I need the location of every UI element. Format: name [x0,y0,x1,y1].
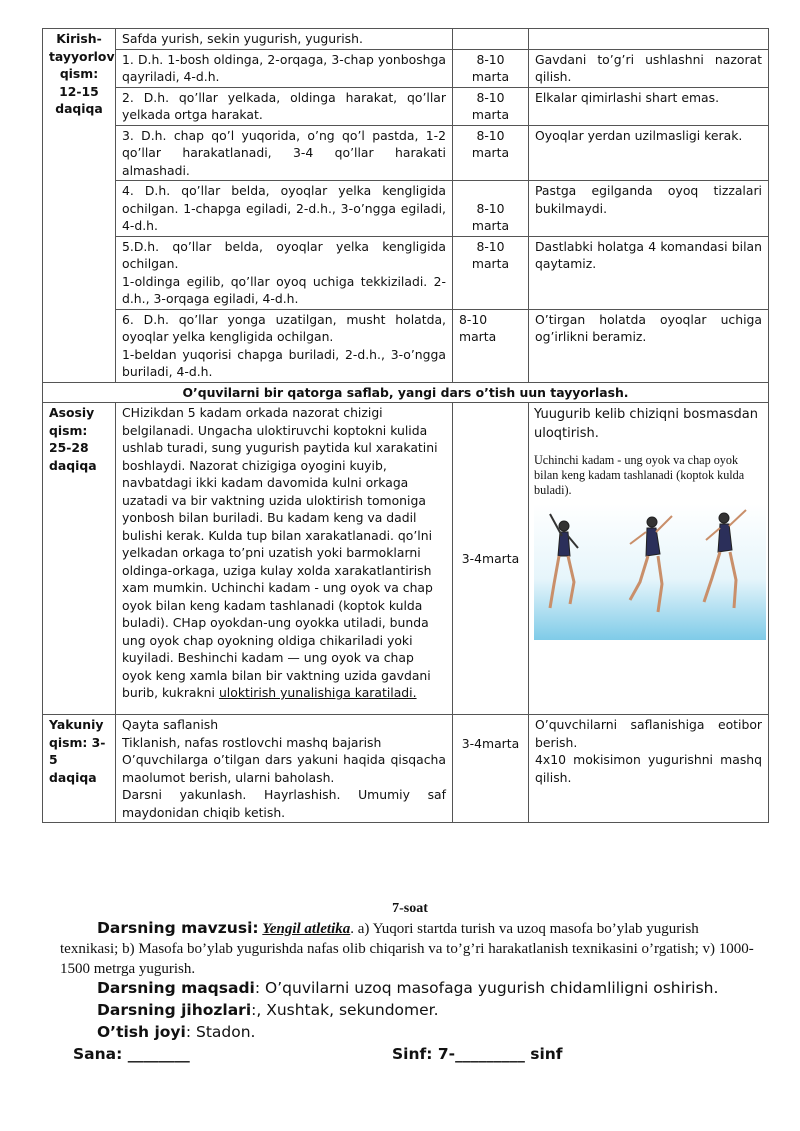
place-text: : Stadon. [185,1023,256,1041]
final-note-line: 4x10 mokisimon yugurishni mashq qilish. [535,752,762,785]
place-label: O’tish joyi [97,1023,186,1041]
main-section-label: Asosiy qism: 25-28 daqiqa [43,403,116,715]
note-cell: Oyoqlar yerdan uzilmasligi kerak. [529,125,769,181]
count-cell: 8-10 marta [453,49,529,87]
main-exercise-underlined: uloktirish yunalishiga karatiladi. [218,685,417,700]
final-exercise-cell [116,715,453,823]
table-row [43,309,769,382]
table-row [43,181,769,237]
javelin-throw-illustration [534,504,766,640]
main-exercise-cell [116,403,453,715]
final-exercise-line: Darsni yakunlash. Hayrlashish. Umumiy saf maydonidan chiqib ketish. [122,787,446,820]
date-label: Sana: ________ [73,1045,190,1063]
table-row [43,29,769,50]
transition-row: O’quvilarni bir qatorga saflab, yangi dars o’tish uun tayyorlash. [43,382,769,403]
main-note-detail: Uchinchi kadam - ung oyok va chap oyok bilan keng kadam tashlanadi (koptok kulda buladi). [534,453,745,497]
note-cell: Elkalar qimirlashi shart emas. [529,87,769,125]
lesson-class [392,1044,752,1065]
main-note-cell [529,403,769,715]
exercise-cell: 2. D.h. qo’llar yelkada, oldinga harakat, qo’llar yelkada ortga harakat. [116,87,453,125]
count-cell: 8-10 marta [453,125,529,181]
final-exercise-line: Tiklanish, nafas rostlovchi mashq bajarish [122,734,382,750]
note-cell: Dastlabki holatga 4 komandasi bilan qaytamiz. [529,236,769,309]
count-cell: 3-4marta [453,403,529,715]
count-cell: 8-10 marta [453,236,529,309]
lesson-place [97,1022,797,1043]
final-exercise-line: O’quvchilarga o’tilgan dars yakuni haqida qisqacha maolumot berish, ularni baholash. [122,752,446,785]
note-cell: Pastga egilganda oyoq tizzalari bukilmaydi. [529,181,769,237]
table-row [43,49,769,87]
lesson-hour: 7-soat [392,901,428,916]
exercise-cell: 5.D.h. qo’llar belda, oyoqlar yelka kengligida ochilgan. 1-oldinga egilib, qo’llar oyoq uchiga tekkiziladi. 2-d.h., 3-orqaga egiladi, 4-d.h. [116,236,453,309]
topic-name: Yengil atletika [262,921,351,937]
exercise-cell: 6. D.h. qo’llar yonga uzatilgan, musht holatda, oyoqlar yelka kengligida ochilgan. 1-beldan yuqorisi chapga buriladi, 2-d.h., 3-o’ngga buriladi, 4-d.h. [116,309,453,382]
note-cell: O’tirgan holatda oyoqlar uchiga og’irlikni beramiz. [529,309,769,382]
count-cell: 8-10 marta [453,181,529,237]
note-cell: Gavdani to’g’ri ushlashni nazorat qilish. [529,49,769,87]
final-section-label: Yakuniy qism: 3-5 daqiqa [43,715,116,823]
count-cell: 3-4marta [453,715,529,823]
lesson-equipment [97,1000,797,1021]
count-cell: 8-10 marta [453,309,529,382]
goal-text: : O’quvilarni uzoq masofaga yugurish chidamliligni oshirish. [254,979,719,997]
lesson-topic [60,918,760,979]
exercise-cell: 3. D.h. chap qo’l yuqorida, o’ng qo’l pastda, 1-2 qo’llar harakatlanadi, 3-4 qo’llar harakati almashadi. [116,125,453,181]
exercise-cell: 4. D.h. qo’llar belda, oyoqlar yelka kengligida ochilgan. 1-chapga egiladi, 2-d.h., 3-o’ngga egiladi, 4-d.h. [116,181,453,237]
main-note-title: Yuugurib kelib chiziqni bosmasdan uloqtirish. [534,407,758,441]
table-row [43,403,769,715]
table-row [43,715,769,823]
final-exercise-line: Qayta saflanish [122,717,219,732]
count-cell: 8-10 marta [453,87,529,125]
intro-first-exercise: Safda yurish, sekin yugurish, yugurish. [116,29,453,50]
table-row [43,382,769,403]
exercise-cell: 1. D.h. 1-bosh oldinga, 2-orqaga, 3-chap yonboshga qayriladi, 4-d.h. [116,49,453,87]
table-row [43,87,769,125]
lesson-plan-table [42,28,769,823]
final-note-cell [529,715,769,823]
table-row [43,236,769,309]
lesson-goal [97,978,797,999]
goal-label: Darsning maqsadi [97,979,255,997]
table-row [43,125,769,181]
equipment-label: Darsning jihozlari [97,1001,252,1019]
final-note-line: O’quvchilarni saflanishiga eotibor berish. [535,717,762,750]
lesson-date [73,1044,393,1065]
topic-rest: . a) Yuqori startda turish va uzoq masofa bo’ylab yugurish texnikasi; b) Masofa bo’ylab yugurishda nafas olib chiqarish va to’g’ri harakatlanish texnikasini o’rgatish; v) 1000-1500 metrga yugurish. [60,921,754,977]
intro-section-label: Kirish-tayyorlov qism: 12-15 daqiqa [43,29,116,383]
main-exercise-text: CHizikdan 5 kadam orkada nazorat chizigi belgilanadi. Ungacha uloktiruvchi koptokni kulida ushlab turadi, sung yugurish paytida kul xarakatini boshlaydi. Nazorat chizigiga oyogini kuyib, navbatdagi ikki kadam davomida kulni orkaga uzatadi va bir vaktning uzida uloktirish tomoniga yonbosh bilan buriladi. Bu kadam keng va dadil bulishi kerak. Kulda tup bilan xarakatlanadi. qo’lni yelkadan orkaga to’pni uzatish yoki barmoklarni oldinga-orkaga, uziga kulay xolda xarakatlantirish xam mumkin. Uchinchi kadam - ung oyok va chap oyok bilan keng kadam tashlanadi (koptok kulda buladi). CHap oyokdan-ung oyokka utiladi, bunda ung oyok chap oyokning oldiga chikariladi yoki kuyiladi. Beshinchi kadam — ung oyok va chap oyok keng xamla bilan bir vaktning uzida gavdani burib, kukrakni [122,405,438,700]
topic-label: Darsning mavzusi: [97,919,259,937]
equipment-text: :, Xushtak, sekundomer. [251,1001,439,1019]
class-label: Sinf: 7-_________ sinf [392,1045,563,1063]
